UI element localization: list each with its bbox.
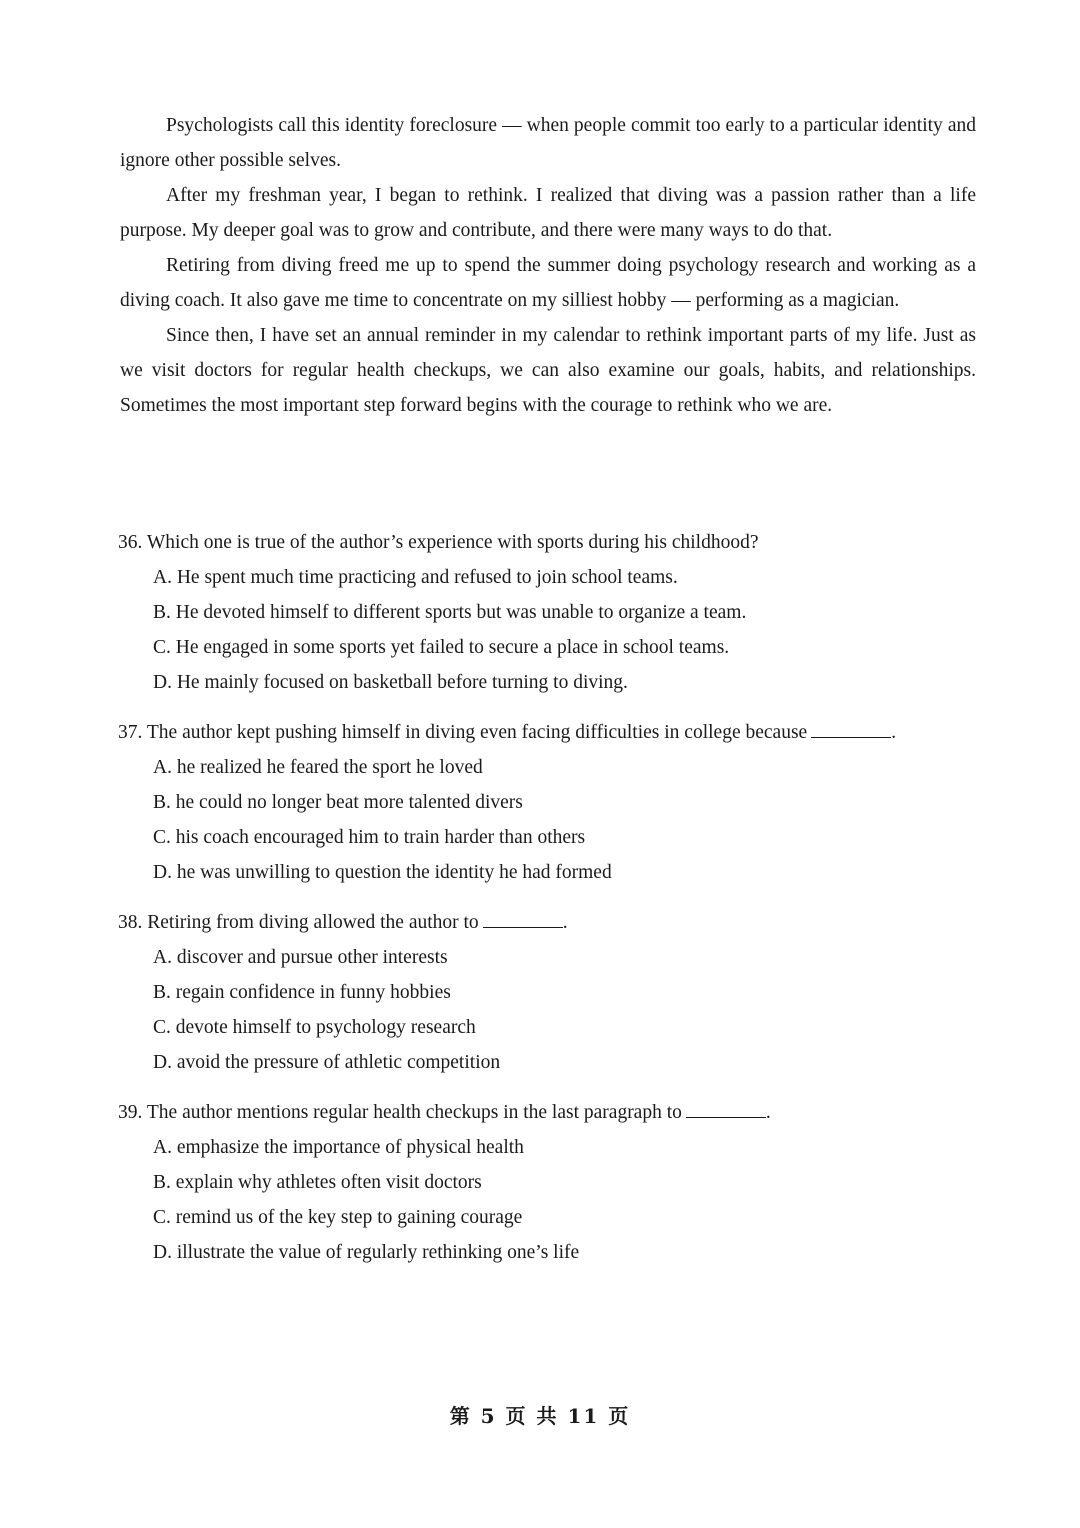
question-39 [118, 1095, 978, 1270]
option-a[interactable]: A. emphasize the importance of physical health [153, 1137, 524, 1158]
option-c[interactable]: C. He engaged in some sports yet failed to secure a place in school teams. [153, 637, 730, 658]
question-stem-text: 36. Which one is true of the author’s experience with sports during his childhood? [118, 532, 759, 553]
option-b[interactable]: B. he could no longer beat more talented divers [153, 792, 523, 813]
option-d[interactable]: D. avoid the pressure of athletic competition [153, 1052, 501, 1073]
option-c[interactable]: C. remind us of the key step to gaining courage [153, 1207, 523, 1228]
question-stem-text: 39. The author mentions regular health checkups in the last paragraph to [118, 1102, 682, 1123]
question-stem-text: 37. The author kept pushing himself in diving even facing difficulties in college because [118, 722, 808, 743]
option-c[interactable]: C. his coach encouraged him to train harder than others [153, 827, 586, 848]
option-c[interactable]: C. devote himself to psychology research [153, 1017, 476, 1038]
question-36 [118, 525, 978, 700]
reading-passage [120, 108, 976, 423]
answer-blank [686, 1097, 766, 1118]
question-stem-text: 38. Retiring from diving allowed the author to [118, 912, 479, 933]
question-stem: 37. The author kept pushing himself in diving even facing difficulties in college because . [118, 715, 978, 750]
passage-paragraph-2: After my freshman year, I began to rethink. I realized that diving was a passion rather than a life purpose. My deeper goal was to grow and contribute, and there were many ways to do that. [120, 185, 976, 241]
question-38 [118, 905, 978, 1080]
page-number: 第 5 页 共 11 页 [449, 1404, 631, 1428]
option-b[interactable]: B. regain confidence in funny hobbies [153, 982, 451, 1003]
passage-paragraph-4: Since then, I have set an annual reminder in my calendar to rethink important parts of my life. Just as we visit doctors for regular health checkups, we can also examine our goals, habits, and relationships. Sometimes the most important step forward begins with the courage to rethink who we are. [120, 325, 976, 416]
question-stem: 39. The author mentions regular health checkups in the last paragraph to . [118, 1095, 978, 1130]
passage-paragraph-3: Retiring from diving freed me up to spend the summer doing psychology research and working as a diving coach. It also gave me time to concentrate on my silliest hobby — performing as a magician. [120, 255, 976, 311]
question-37 [118, 715, 978, 890]
option-d[interactable]: D. he was unwilling to question the identity he had formed [153, 862, 612, 883]
question-stem [118, 525, 978, 560]
question-stem: 38. Retiring from diving allowed the author to . [118, 905, 978, 940]
answer-blank [811, 717, 891, 738]
option-a[interactable]: A. He spent much time practicing and refused to join school teams. [153, 567, 678, 588]
passage-paragraph-1: Psychologists call this identity foreclosure — when people commit too early to a particular identity and ignore other possible selves. [120, 115, 976, 171]
option-d[interactable]: D. He mainly focused on basketball before turning to diving. [153, 672, 628, 693]
answer-blank [483, 907, 563, 928]
option-b[interactable]: B. He devoted himself to different sports but was unable to organize a team. [153, 602, 747, 623]
question-list [118, 525, 978, 1285]
option-b[interactable]: B. explain why athletes often visit doctors [153, 1172, 482, 1193]
option-a[interactable]: A. discover and pursue other interests [153, 947, 448, 968]
option-d[interactable]: D. illustrate the value of regularly rethinking one’s life [153, 1242, 580, 1263]
option-a[interactable]: A. he realized he feared the sport he loved [153, 757, 483, 778]
